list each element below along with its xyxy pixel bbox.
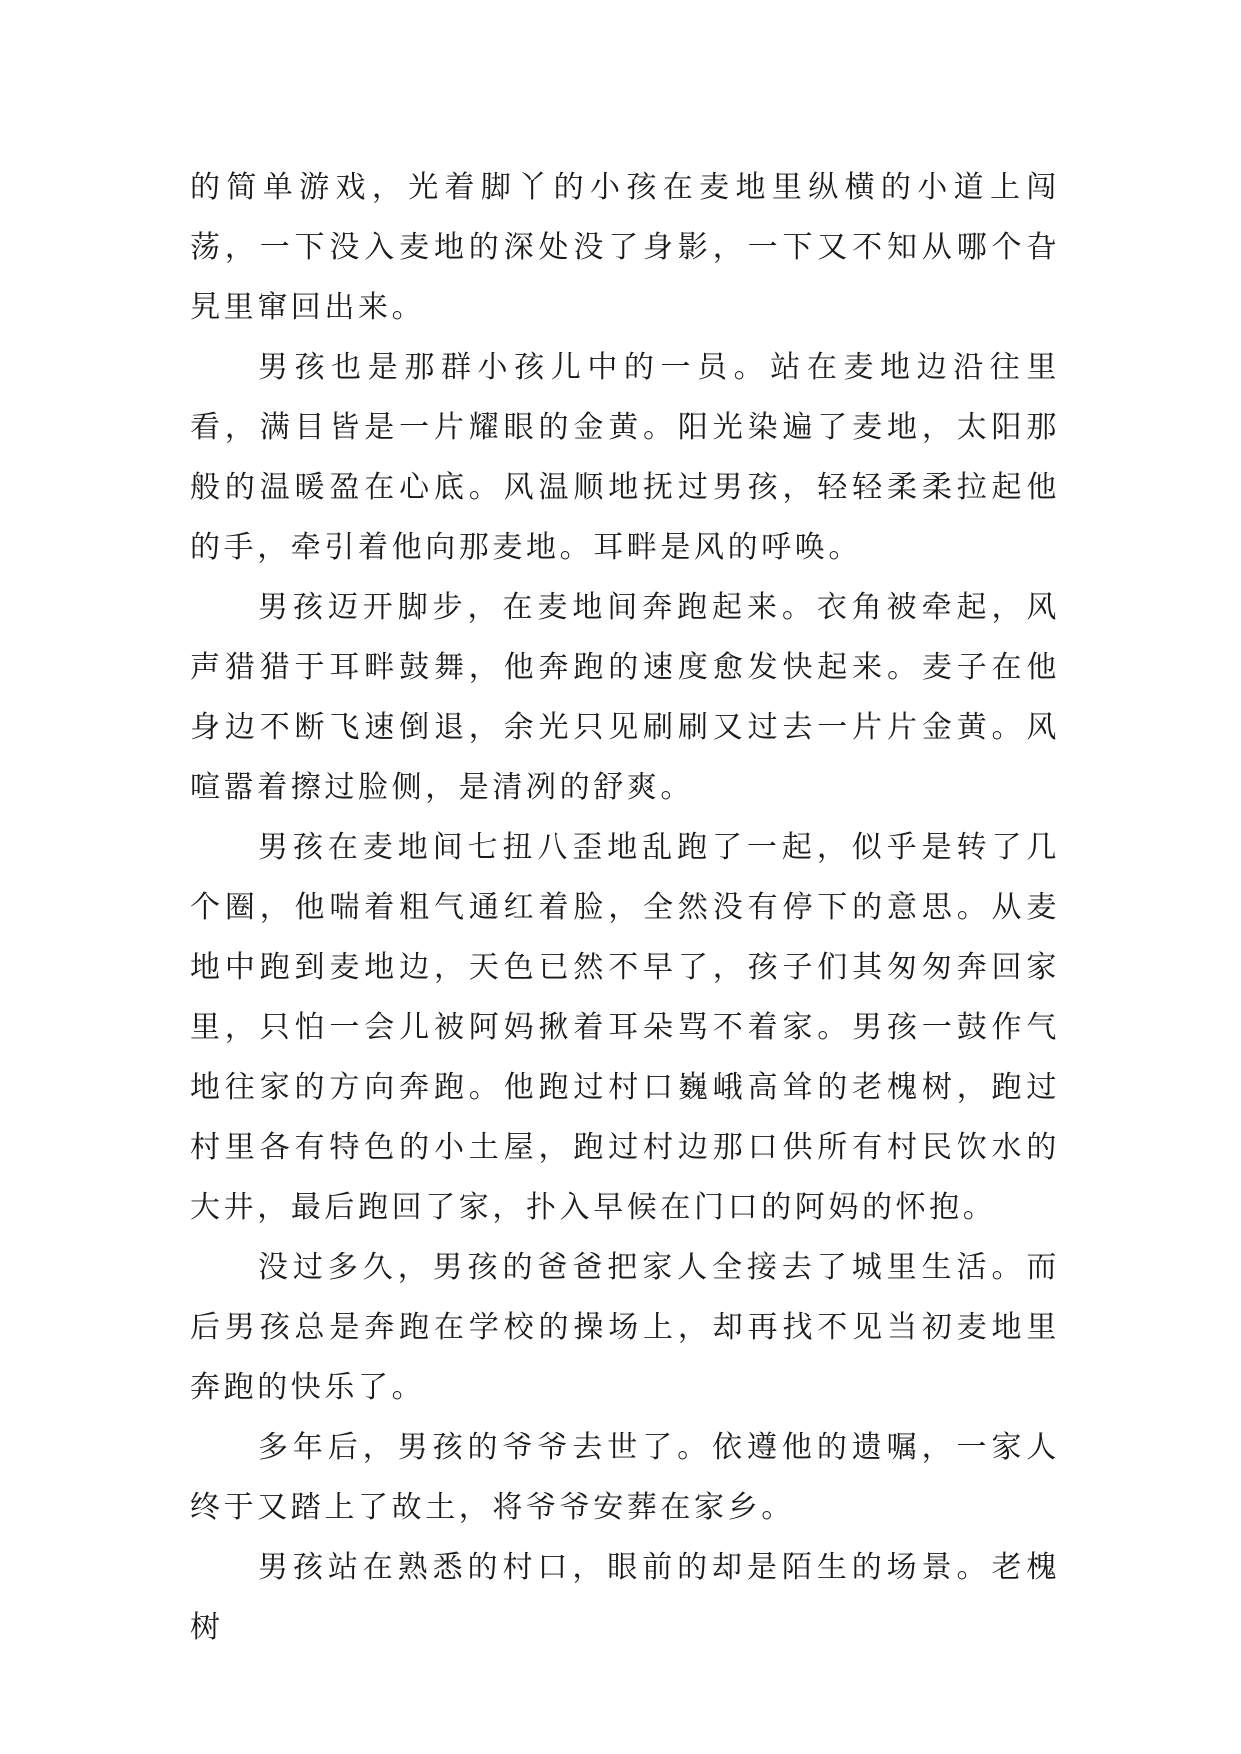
paragraph: 男孩也是那群小孩儿中的一员。站在麦地边沿往里看，满目皆是一片耀眼的金黄。阳光染遍了麦地，太阳那般的温暖盈在心底。风温顺地抚过男孩，轻轻柔柔拉起他的手，牵引着他向那麦地。耳畔是风的呼唤。 bbox=[190, 350, 1060, 565]
body-text bbox=[190, 158, 1060, 1658]
paragraph: 多年后，男孩的爷爷去世了。依遵他的遗嘱，一家人终于又踏上了故土，将爷爷安葬在家乡。 bbox=[190, 1430, 1060, 1525]
paragraph: 男孩在麦地间七扭八歪地乱跑了一起，似乎是转了几个圈，他喘着粗气通红着脸，全然没有停下的意思。从麦地中跑到麦地边，天色已然不早了，孩子们其匆匆奔回家里，只怕一会儿被阿妈揪着耳朵骂不着家。男孩一鼓作气地往家的方向奔跑。他跑过村口巍峨高耸的老槐树，跑过村里各有特色的小土屋，跑过村边那口供所有村民饮水的大井，最后跑回了家，扑入早候在门口的阿妈的怀抱。 bbox=[190, 830, 1060, 1225]
paragraph-continued: 的简单游戏，光着脚丫的小孩在麦地里纵横的小道上闯荡，一下没入麦地的深处没了身影，一下又不知从哪个旮旯里窜回出来。 bbox=[190, 170, 1060, 325]
paragraph: 没过多久，男孩的爸爸把家人全接去了城里生活。而后男孩总是奔跑在学校的操场上，却再找不见当初麦地里奔跑的快乐了。 bbox=[190, 1250, 1060, 1405]
paragraph: 男孩迈开脚步，在麦地间奔跑起来。衣角被牵起，风声猎猎于耳畔鼓舞，他奔跑的速度愈发快起来。麦子在他身边不断飞速倒退，余光只见刷刷又过去一片片金黄。风喧嚣着擦过脸侧，是清冽的舒爽。 bbox=[190, 590, 1060, 805]
paragraph-truncated: 男孩站在熟悉的村口，眼前的却是陌生的场景。老槐树 bbox=[190, 1550, 1060, 1645]
